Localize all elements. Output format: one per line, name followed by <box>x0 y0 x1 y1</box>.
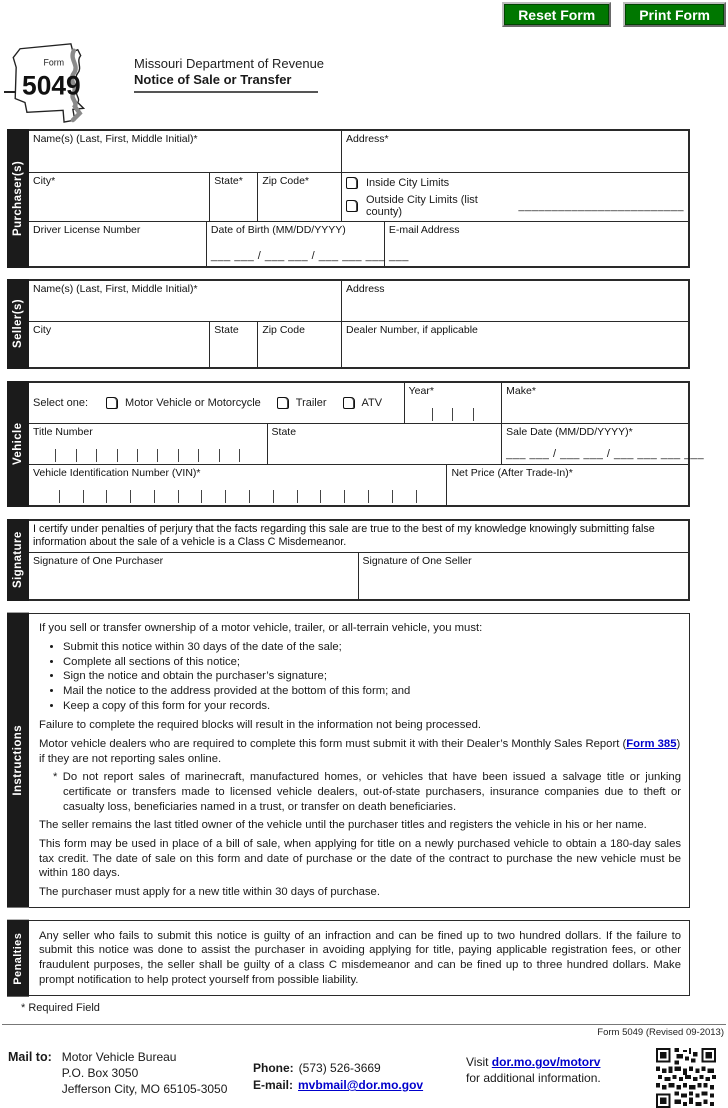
vin-label: Vehicle Identification Number (VIN)* <box>33 467 201 479</box>
sale-date-label: Sale Date (MM/DD/YYYY)* <box>506 426 633 438</box>
purchaser-name-field[interactable] <box>29 131 342 172</box>
purchaser-section-label: Purchaser(s) <box>7 129 29 268</box>
purchaser-address-label: Address* <box>346 133 389 145</box>
vehicle-type-field <box>29 383 405 423</box>
certify-statement <box>29 521 688 552</box>
purchaser-email-field[interactable] <box>385 222 688 266</box>
title-number-field[interactable] <box>29 424 268 464</box>
seller-address-label: Address <box>346 283 385 295</box>
net-price-field[interactable] <box>447 465 688 505</box>
seller-signature-field[interactable] <box>359 553 689 599</box>
purchaser-signature-field[interactable] <box>29 553 359 599</box>
seller-zip-field[interactable] <box>258 322 342 367</box>
purchaser-zip-field[interactable] <box>258 173 342 221</box>
certify-text: I certify under penalties of perjury that the facts regarding this sale are true to the best of my knowledge knowingly submitting false information about the sale of a vehicle is a Class C Misdemeanor. <box>33 523 655 549</box>
title-number-label: Title Number <box>33 426 93 438</box>
purchaser-section <box>7 129 690 268</box>
missouri-state-logo <box>8 38 126 124</box>
contact-block <box>253 1060 423 1094</box>
vehicle-state-label: State <box>271 426 297 438</box>
motor-vehicle-label: Motor Vehicle or Motorcycle <box>125 397 261 409</box>
vehicle-make-field[interactable] <box>502 383 688 423</box>
reset-form-button[interactable]: Reset Form <box>502 2 611 27</box>
form-header <box>4 38 728 124</box>
instructions-dealer-note <box>39 737 681 766</box>
atv-label: ATV <box>361 397 383 409</box>
purchaser-address-field[interactable] <box>342 131 688 172</box>
outside-city-limits-checkbox[interactable] <box>346 200 358 212</box>
instruction-bullet: • Sign the notice and obtain the purchaser’s signature; <box>63 669 681 684</box>
motor-vehicle-checkbox[interactable] <box>106 397 118 409</box>
trailer-checkbox[interactable] <box>277 397 289 409</box>
instructions-text <box>29 613 690 908</box>
inside-city-limits-label: Inside City Limits <box>366 176 450 189</box>
purchaser-signature-label: Signature of One Purchaser <box>33 555 164 567</box>
visit-block <box>466 1054 601 1086</box>
inside-city-limits-checkbox[interactable] <box>346 177 358 189</box>
footer-divider <box>2 1024 726 1025</box>
instructions-section <box>7 613 690 908</box>
purchaser-driver-license-field[interactable] <box>29 222 207 266</box>
revision-text: Form 5049 (Revised 09-2013) <box>597 1027 724 1039</box>
vin-comb-ticks <box>33 488 442 503</box>
seller-name-field[interactable] <box>29 281 342 321</box>
instruction-bullet: • Keep a copy of this form for your records. <box>63 699 681 714</box>
seller-zip-label: Zip Code <box>262 324 305 336</box>
mail-line: Motor Vehicle Bureau <box>61 1050 177 1065</box>
instructions-new-title: The purchaser must apply for a new title within 30 days of purchase. <box>39 885 380 898</box>
purchaser-city-label: City* <box>33 175 56 187</box>
footer <box>8 1046 720 1108</box>
trailer-label: Trailer <box>295 397 327 409</box>
net-price-label: Net Price (After Trade-In)* <box>451 467 573 479</box>
outside-city-limits-label: Outside City Limits (list county) <box>366 193 478 218</box>
pdf-toolbar <box>502 2 726 27</box>
form-385-link[interactable]: Form 385 <box>626 737 677 750</box>
sale-date-field[interactable] <box>502 424 705 464</box>
agency-name: Missouri Department of Revenue <box>134 56 325 71</box>
penalties-section-label: Penalties <box>7 920 29 997</box>
email-label: E-mail Address <box>388 224 460 236</box>
purchaser-dob-field[interactable] <box>207 222 409 266</box>
purchaser-city-limits-field <box>342 173 688 221</box>
select-one-label: Select one: <box>33 397 89 409</box>
vehicle-section-label: Vehicle <box>7 381 29 507</box>
make-label: Make* <box>506 385 536 397</box>
phone-number: (573) 526-3669 <box>298 1061 381 1076</box>
instruction-bullet: • Mail the notice to the address provided at the bottom of this form; and <box>63 684 681 699</box>
penalties-section <box>7 920 690 997</box>
title-number-comb-ticks <box>33 447 263 462</box>
dealer-note-post: ) if they are not reporting sales online. <box>39 737 681 765</box>
penalties-text: Any seller who fails to submit this notice is guilty of an infraction and can be fined up to two hundred dollars. If the failure to submit this notice was done to assist the purchaser in avoiding applying for title, paying applicable registration fees, or other fraudulent purposes, the seller shall be guilty of a class C misdemeanor and can be fined up to three hundred dollars. Make prompt notification to help protect yourself from possible liability. <box>39 929 681 986</box>
vin-field[interactable] <box>29 465 447 505</box>
mail-line: P.O. Box 3050 <box>61 1066 139 1081</box>
seller-dealer-number-field[interactable] <box>342 322 688 367</box>
instructions-section-label: Instructions <box>7 613 29 908</box>
year-label: Year* <box>408 385 434 397</box>
instructions-intro: If you sell or transfer ownership of a motor vehicle, trailer, or all-terrain vehicle, you must: <box>39 622 483 634</box>
email-footer-label: E-mail: <box>253 1078 294 1093</box>
instructions-seller-remains: The seller remains the last titled owner of the vehicle until the purchaser titles and registers the vehicle in his or her name. <box>39 819 647 832</box>
mailing-address <box>62 1050 228 1097</box>
seller-section <box>7 279 690 369</box>
purchaser-state-field[interactable] <box>210 173 258 221</box>
seller-city-field[interactable] <box>29 322 210 367</box>
purchaser-zip-label: Zip Code* <box>262 175 310 187</box>
seller-state-field[interactable] <box>210 322 258 367</box>
atv-checkbox[interactable] <box>343 397 355 409</box>
purchaser-state-label: State* <box>214 175 243 187</box>
print-form-button[interactable]: Print Form <box>623 2 726 27</box>
form-title: Notice of Sale or Transfer <box>134 71 318 93</box>
instructions-bill-of-sale: This form may be used in place of a bill of sale, when applying for title on a newly purchased vehicle to obtain a 180-day sales tax credit. The date of sale on this form and date of purchase or the date of the contract to purchase the new vehicle must be within 180 days. <box>39 837 681 880</box>
seller-signature-label: Signature of One Seller <box>362 555 472 567</box>
vehicle-state-field[interactable] <box>268 424 503 464</box>
logo-form-number: 5049 <box>22 70 81 101</box>
dob-placeholder: ___ ___ / ___ ___ / ___ ___ ___ ___ <box>210 250 409 262</box>
county-blank-line[interactable]: _________________________ <box>518 199 684 212</box>
penalties-text-box <box>29 920 690 997</box>
seller-section-label: Seller(s) <box>7 279 29 369</box>
motorv-link[interactable]: dor.mo.gov/motorv <box>491 1055 601 1070</box>
email-link[interactable]: mvbmail@dor.mo.gov <box>298 1078 424 1093</box>
instructions-bullet-list <box>39 640 681 715</box>
logo-form-word: Form <box>43 57 65 68</box>
visit-pre: Visit <box>466 1055 492 1070</box>
purchaser-city-field[interactable] <box>29 173 210 221</box>
required-field-note: * Required Field <box>21 1002 100 1015</box>
year-comb-ticks <box>409 406 498 421</box>
dealer-note-pre: Motor vehicle dealers who are required to complete this form must submit it with their Dealer’s Monthly Sales Report ( <box>39 737 627 750</box>
instruction-bullet: • Submit this notice within 30 days of the date of the sale; <box>63 640 681 655</box>
vehicle-section <box>7 381 705 507</box>
driver-license-label: Driver License Number <box>33 224 141 236</box>
mail-line: Jefferson City, MO 65105-3050 <box>61 1081 228 1096</box>
qr-code <box>656 1048 716 1108</box>
signature-section <box>7 519 690 601</box>
instructions-failure-note: Failure to complete the required blocks will result in the information not being processed. <box>39 719 482 732</box>
purchaser-name-label: Name(s) (Last, First, Middle Initial)* <box>33 133 198 145</box>
instruction-bullet: • Complete all sections of this notice; <box>63 655 681 670</box>
signature-section-label: Signature <box>7 519 29 601</box>
seller-state-label: State <box>214 324 239 336</box>
instructions-asterisk-note: * Do not report sales of marinecraft, manufactured homes, or vehicles that have been issued a salvage title or junking certificate or transfers made to licensed vehicle dealers, out-of-state purchasers, insurance companies due to theft or casualty loss, beneficiaries named in a trust, or transfer on death beneficiaries. <box>53 771 681 813</box>
seller-city-label: City <box>33 324 52 336</box>
phone-label: Phone: <box>253 1061 294 1076</box>
seller-name-label: Name(s) (Last, First, Middle Initial)* <box>33 283 198 295</box>
mail-to-label: Mail to: <box>8 1050 52 1065</box>
vehicle-year-field[interactable] <box>405 383 503 423</box>
sale-date-placeholder: ___ ___ / ___ ___ / ___ ___ ___ ___ <box>506 448 705 460</box>
dealer-number-label: Dealer Number, if applicable <box>346 324 478 336</box>
dob-label: Date of Birth (MM/DD/YYYY) <box>210 224 346 236</box>
seller-address-field[interactable] <box>342 281 688 321</box>
visit-post: for additional information. <box>466 1071 601 1086</box>
